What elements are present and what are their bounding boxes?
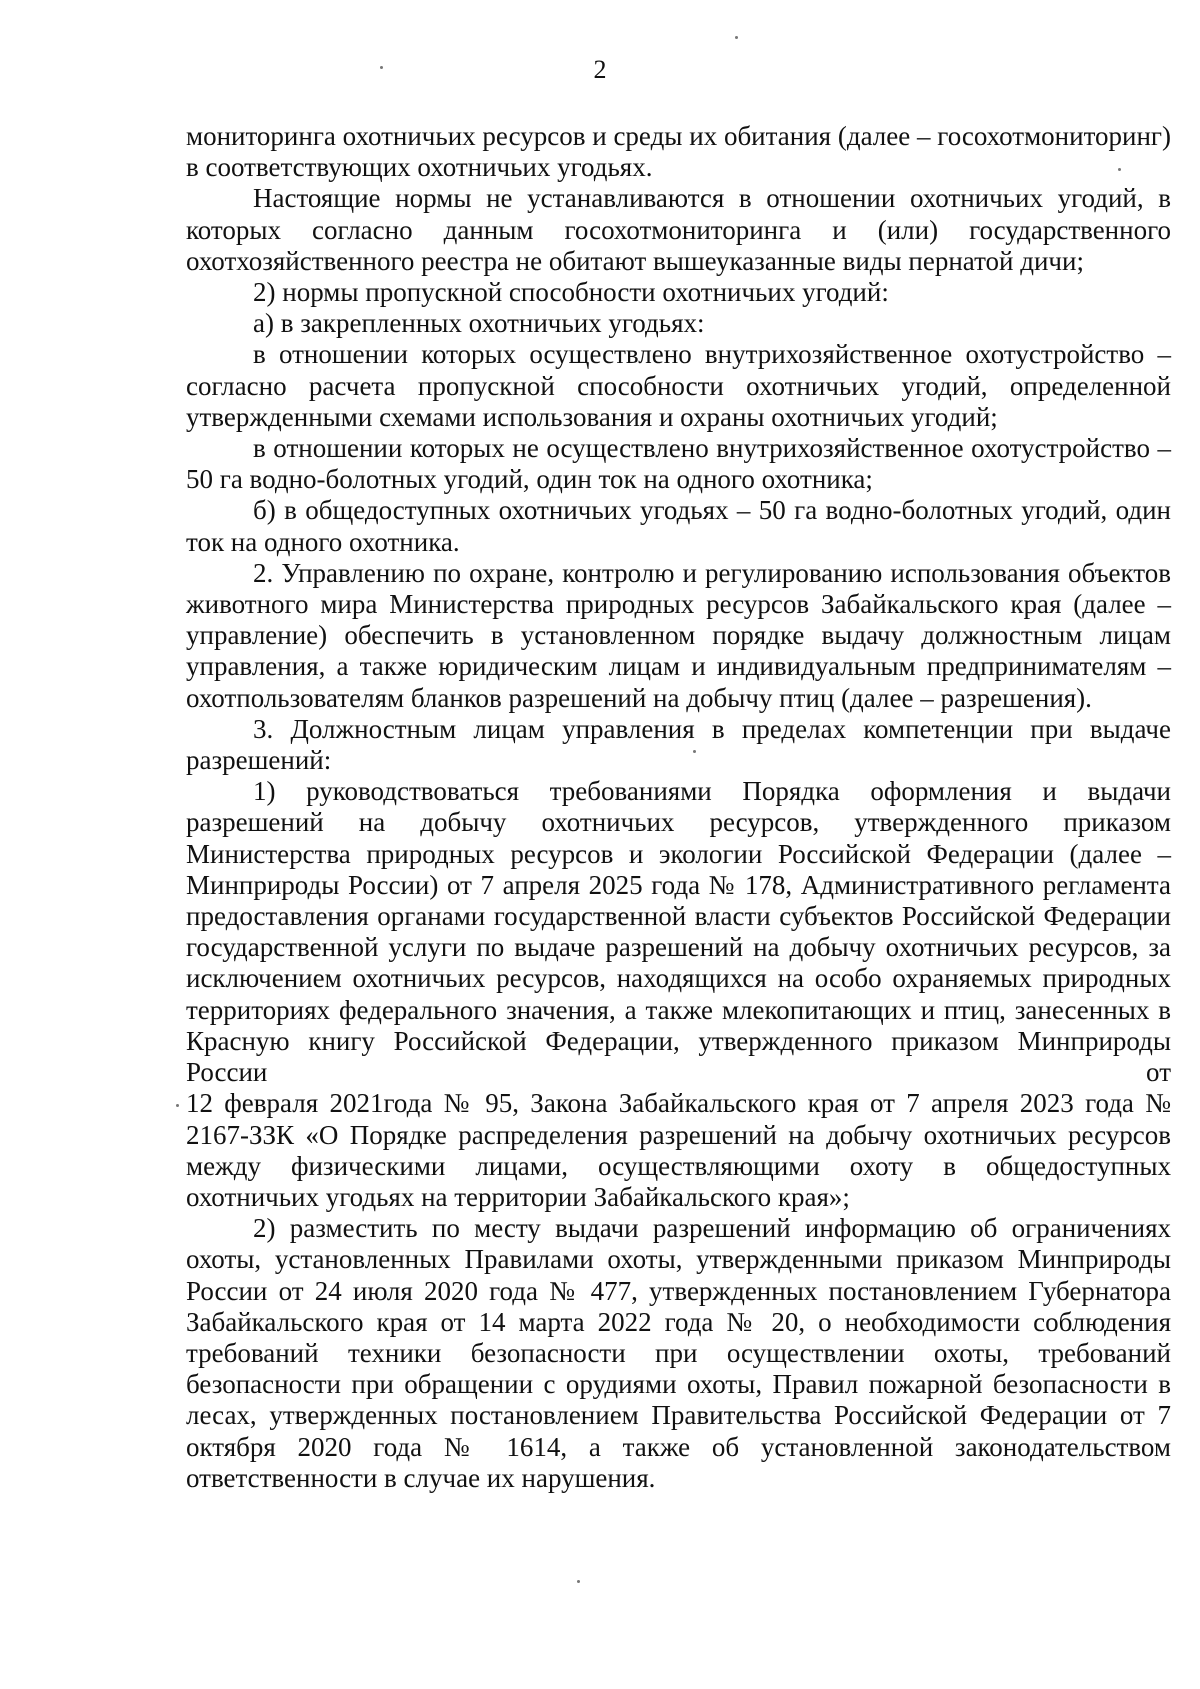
paragraph: мониторинга охотничьих ресурсов и среды их обитания (далее – госохотмониторинг) в соответствующих охотничьих угодьях. xyxy=(186,121,1171,183)
paragraph: 12 февраля 2021года № 95, Закона Забайкальского края от 7 апреля 2023 года № 2167-ЗЗК «О Порядке распределения разрешений на добычу охотничьих ресурсов между физическими лицами, осуществляющими охоту в общедоступных охотничьих угодьях на территории Забайкальского края»; xyxy=(186,1088,1171,1212)
scan-speck xyxy=(735,36,738,39)
paragraph: 2. Управлению по охране, контролю и регулированию использования объектов животного мира Министерства природных ресурсов Забайкальского края (далее – управление) обеспечить в установленном порядке выдачу должностным лицам управления, а также юридическим лицам и индивидуальным предпринимателям – охотпользователям бланков разрешений на добычу птиц (далее – разрешения). xyxy=(186,557,1171,713)
paragraph: в отношении которых осуществлено внутрихозяйственное охотустройство – согласно расчета пропускной способности охотничьих угодий, определенной утвержденными схемами использования и охраны охотничьих угодий; xyxy=(186,339,1171,432)
paragraph: а) в закрепленных охотничьих угодьях: xyxy=(253,308,705,339)
scan-speck xyxy=(693,750,696,753)
paragraph: 2) разместить по месту выдачи разрешений информацию об ограничениях охоты, установленных Правилами охоты, утвержденными приказом Минприроды России от 24 июля 2020 года № 477, утвержденных постановлением Губернатора Забайкальского края от 14 марта 2022 года № 20, о необходимости соблюдения требований техники безопасности при осуществлении охоты, требований безопасности при обращении с орудиями охоты, Правил пожарной безопасности в лесах, утвержденных постановлением Правительства Российской Федерации от 7 октября 2020 года № 1614, а также об установленной законодательством ответственности в случае их нарушения. xyxy=(186,1213,1171,1493)
paragraph: б) в общедоступных охотничьих угодьях – 50 га водно-болотных угодий, один ток на одного охотника. xyxy=(186,495,1171,557)
scan-speck xyxy=(380,66,383,69)
paragraph: в отношении которых не осуществлено внутрихозяйственное охотустройство – 50 га водно-болотных угодий, один ток на одного охотника; xyxy=(186,433,1171,495)
paragraph: 1) руководствоваться требованиями Порядка оформления и выдачи разрешений на добычу охотничьих ресурсов, утвержденного приказом Министерства природных ресурсов и экологии Российской Федерации (далее – Минприроды России) от 7 апреля 2025 года № 178, Административного регламента предоставления органами государственной власти субъектов Российской Федерации государственной услуги по выдаче разрешений на добычу охотничьих ресурсов, за исключением охотничьих ресурсов, находящихся на особо охраняемых природных территориях федерального значения, а также млекопитающих и птиц, занесенных в Красную книгу Российской Федерации, утвержденного приказом Минприроды России от xyxy=(186,776,1171,1088)
scan-speck xyxy=(1118,168,1121,171)
paragraph: 2) нормы пропускной способности охотничьих угодий: xyxy=(253,277,889,308)
scan-speck xyxy=(577,1580,580,1583)
paragraph: 3. Должностным лицам управления в пределах компетенции при выдаче разрешений: xyxy=(186,713,1171,776)
page-number: 2 xyxy=(593,55,607,84)
scan-speck xyxy=(176,1104,179,1107)
document-body xyxy=(186,121,1171,1494)
paragraph: Настоящие нормы не устанавливаются в отношении охотничьих угодий, в которых согласно данным госохотмониторинга и (или) государственного охотхозяйственного реестра не обитают вышеуказанные виды пернатой дичи; xyxy=(186,183,1171,276)
